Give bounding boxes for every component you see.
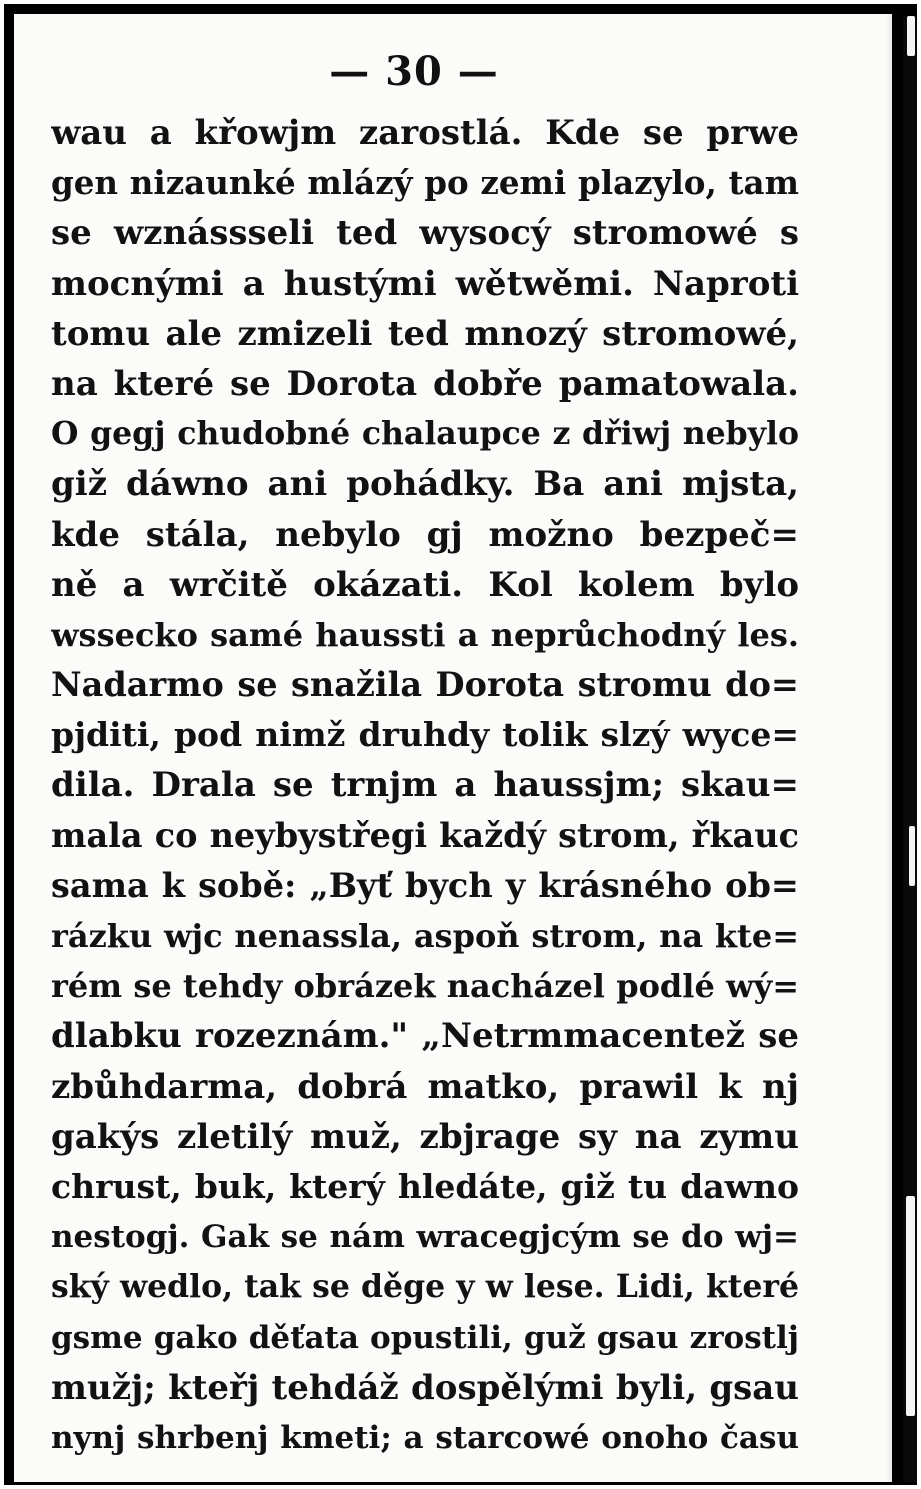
text-line: nynj shrbenj kmeti; a starcowé onoho času bbox=[51, 1419, 799, 1456]
text-line: dila. Drala se trnjm a haussjm; skau= bbox=[51, 765, 799, 806]
text-line: se wznássseli ted wysocý stromowé s bbox=[51, 213, 799, 254]
text-line: gen nizaunké mlázý po zemi plazylo, tam bbox=[51, 163, 799, 203]
edge-speck bbox=[907, 16, 915, 56]
body-text bbox=[51, 108, 799, 1463]
text-line: gsme gako děťata opustili, guž gsau zrostlj bbox=[51, 1319, 799, 1356]
text-line: wau a křowjm zarostlá. Kde se prwe bbox=[51, 113, 799, 153]
text-line: mužj; kteřj tehdáž dospělými byli, gsau bbox=[51, 1367, 799, 1408]
text-line: chrust, buk, který hledáte, giž tu dawno bbox=[51, 1166, 799, 1206]
text-line: dlabku rozeznám." „Netrmmacentež se bbox=[51, 1016, 799, 1057]
text-line: ský wedlo, tak se děge y w lese. Lidi, které bbox=[51, 1268, 799, 1306]
text-line: O gegj chudobné chalaupce z dřiwj nebylo bbox=[51, 415, 799, 453]
page-number: — 30 — bbox=[329, 48, 499, 95]
text-line: Nadarmo se snažila Dorota stromu do= bbox=[51, 665, 799, 705]
text-line: zbůhdarma, dobrá matko, prawil k nj bbox=[51, 1066, 799, 1107]
right-margin-strip bbox=[903, 16, 917, 1482]
text-line: giž dáwno ani pohádky. Ba ani mjsta, bbox=[51, 464, 799, 505]
text-line: rém se tehdy obrázek nacházel podlé wý= bbox=[51, 967, 799, 1006]
text-line: na které se Dorota dobře pamatowala. bbox=[51, 363, 799, 404]
text-line: ně a wrčitě okázati. Kol kolem bylo bbox=[51, 564, 799, 605]
page-frame bbox=[4, 4, 917, 1485]
text-line: pjditi, pod nimž druhdy tolik slzý wyce= bbox=[51, 715, 799, 755]
text-line: kde stála, nebylo gj možno bezpeč= bbox=[51, 514, 799, 555]
edge-speck bbox=[906, 1196, 915, 1416]
text-line: sama k sobě: „Byť bych y krásného ob= bbox=[51, 865, 799, 905]
text-line: gakýs zletilý muž, zbjrage sy na zymu bbox=[51, 1116, 799, 1157]
text-line: wssecko samé haussti a neprůchodný les. bbox=[51, 615, 799, 654]
book-page bbox=[14, 14, 892, 1482]
edge-speck bbox=[909, 826, 915, 886]
text-line: mocnými a hustými wětwěmi. Naproti bbox=[51, 263, 799, 304]
text-line: tomu ale zmizeli ted mnozý stromowé, bbox=[51, 313, 799, 354]
text-line: mala co neybystřegi každý strom, řkauc bbox=[51, 815, 799, 855]
text-line: nestogj. Gak se nám wracegjcým se do wj= bbox=[51, 1219, 799, 1256]
text-line: rázku wjc nenassla, aspoň strom, na kte= bbox=[51, 917, 799, 955]
